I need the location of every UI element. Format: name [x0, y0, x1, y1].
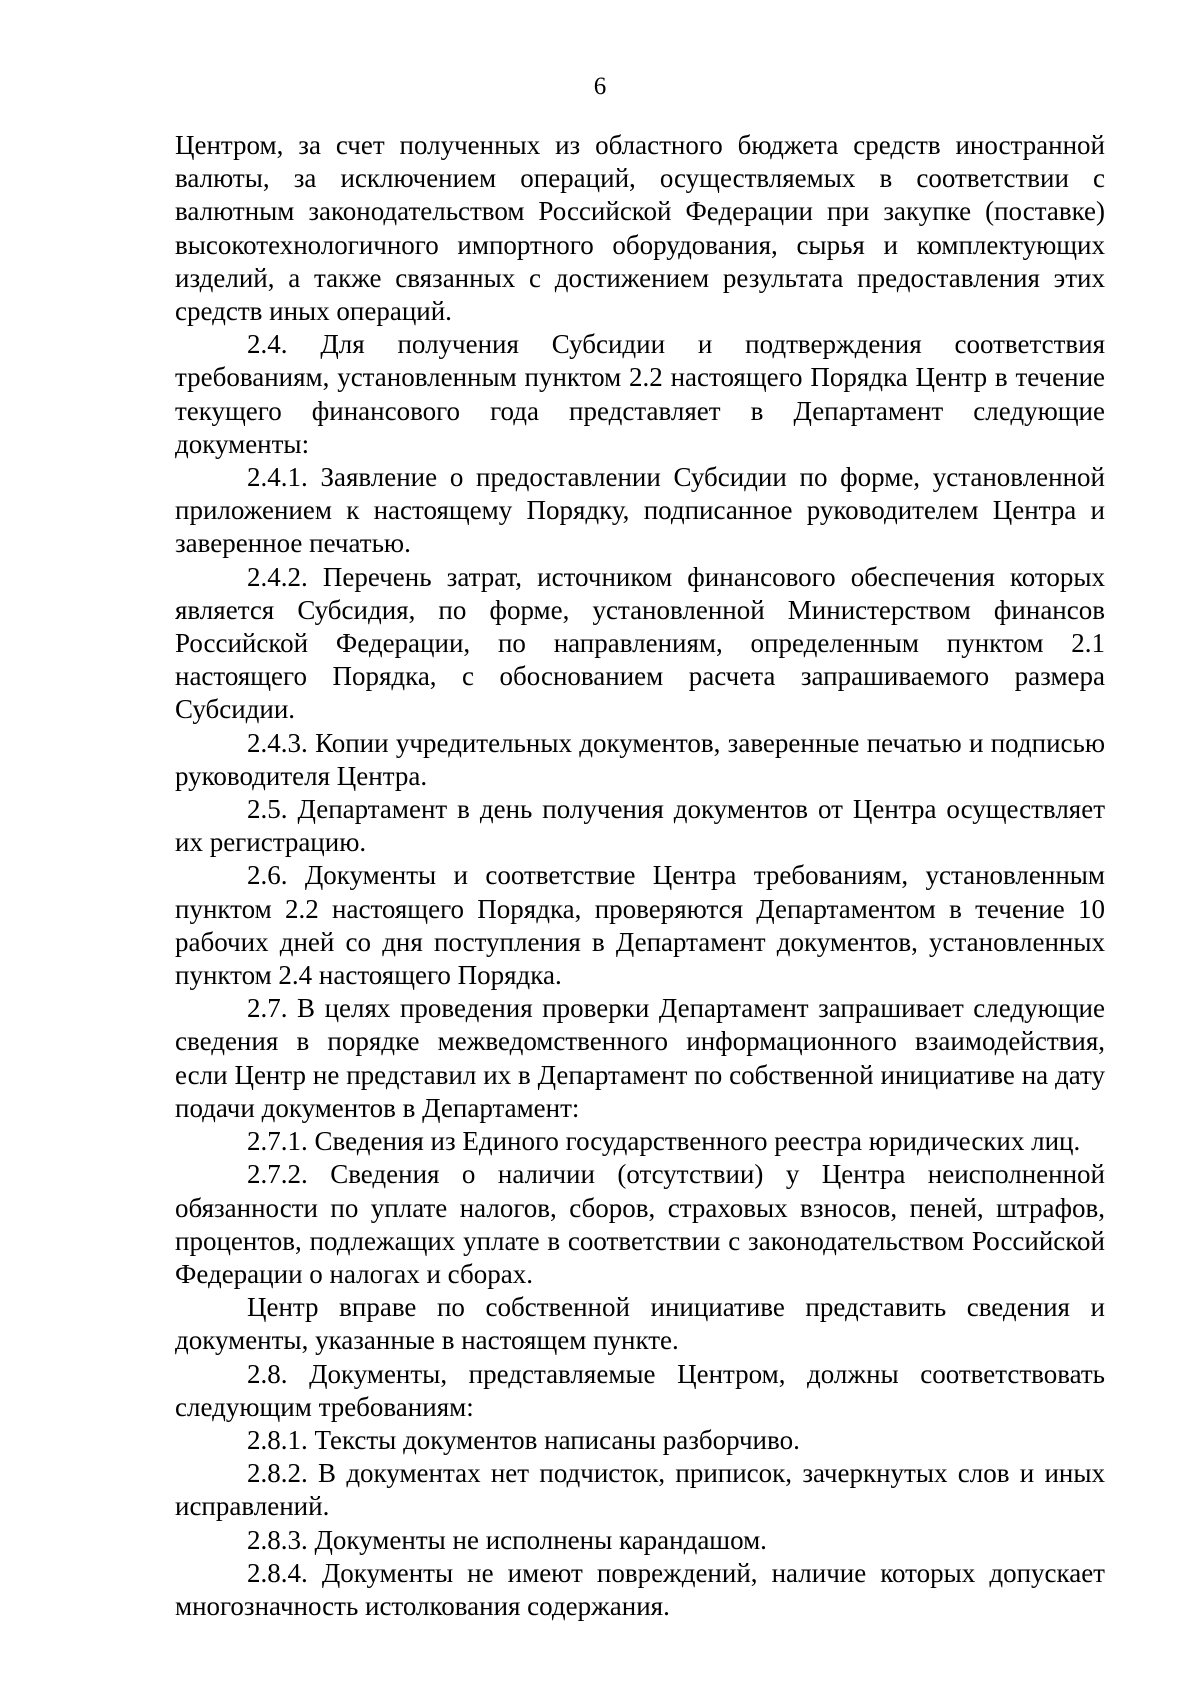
- paragraph-2-7-2: 2.7.2. Сведения о наличии (отсутствии) у Центра неисполненной обязанности по уплате налогов, сборов, страховых взносов, пеней, штрафов, процентов, подлежащих уплате в соответствии с законодательством Российской Федерации о налогах и сборах.: [175, 1159, 1105, 1289]
- document-body: [175, 129, 1105, 1623]
- paragraph-2-4-3: 2.4.3. Копии учредительных документов, заверенные печатью и подписью руководителя Центра.: [175, 727, 1105, 791]
- paragraph-2-5: 2.5. Департамент в день получения документов от Центра осуществляет их регистрацию.: [175, 794, 1105, 858]
- paragraph-2-8-2: 2.8.2. В документах нет подчисток, приписок, зачеркнутых слов и иных исправлений.: [175, 1458, 1105, 1522]
- paragraph-2-8-1: 2.8.1. Тексты документов написаны разборчиво.: [247, 1424, 800, 1455]
- paragraph-center-right: Центр вправе по собственной инициативе представить сведения и документы, указанные в настоящем пункте.: [175, 1292, 1105, 1356]
- paragraph-2-4-2: 2.4.2. Перечень затрат, источником финансового обеспечения которых является Субсидия, по форме, установленной Министерством финансов Российской Федерации, по направлениям, определенным пунктом 2.1 настоящего Порядка, с обоснованием расчета запрашиваемого размера Субсидии.: [175, 561, 1105, 725]
- paragraph-2-7-1: 2.7.1. Сведения из Единого государственного реестра юридических лиц.: [247, 1126, 1081, 1157]
- paragraph-2-8: 2.8. Документы, представляемые Центром, должны соответствовать следующим требованиям:: [175, 1358, 1105, 1422]
- paragraph-2-8-4: 2.8.4. Документы не имеют повреждений, наличие которых допускает многозначность истолкования содержания.: [175, 1557, 1105, 1621]
- paragraph-2-6: 2.6. Документы и соответствие Центра требованиям, установленным пунктом 2.2 настоящего Порядка, проверяются Департаментом в течение 10 рабочих дней со дня поступления в Департамент документов, установленных пунктом 2.4 настоящего Порядка.: [175, 860, 1105, 991]
- paragraph-2-4-1: 2.4.1. Заявление о предоставлении Субсидии по форме, установленной приложением к настоящему Порядку, подписанное руководителем Центра и заверенное печатью.: [175, 462, 1105, 559]
- page-number: 6: [593, 73, 607, 100]
- paragraph-2-4: 2.4. Для получения Субсидии и подтверждения соответствия требованиям, установленным пунктом 2.2 настоящего Порядка Центр в течение текущего финансового года представляет в Департамент следующие документы:: [175, 329, 1105, 459]
- paragraph-2-7: 2.7. В целях проведения проверки Департамент запрашивает следующие сведения в порядке межведомственного информационного взаимодействия, если Центр не представил их в Департамент по собственной инициативе на дату подачи документов в Департамент:: [175, 993, 1105, 1123]
- paragraph-continuation: Центром, за счет полученных из областного бюджета средств иностранной валюты, за исключением операций, осуществляемых в соответствии с валютным законодательством Российской Федерации при закупке (поставке) высокотехнологичного импортного оборудования, сырья и комплектующих изделий, а также связанных с достижением результата предоставления этих средств иных операций.: [175, 130, 1105, 327]
- paragraph-2-8-3: 2.8.3. Документы не исполнены карандашом.: [247, 1524, 767, 1555]
